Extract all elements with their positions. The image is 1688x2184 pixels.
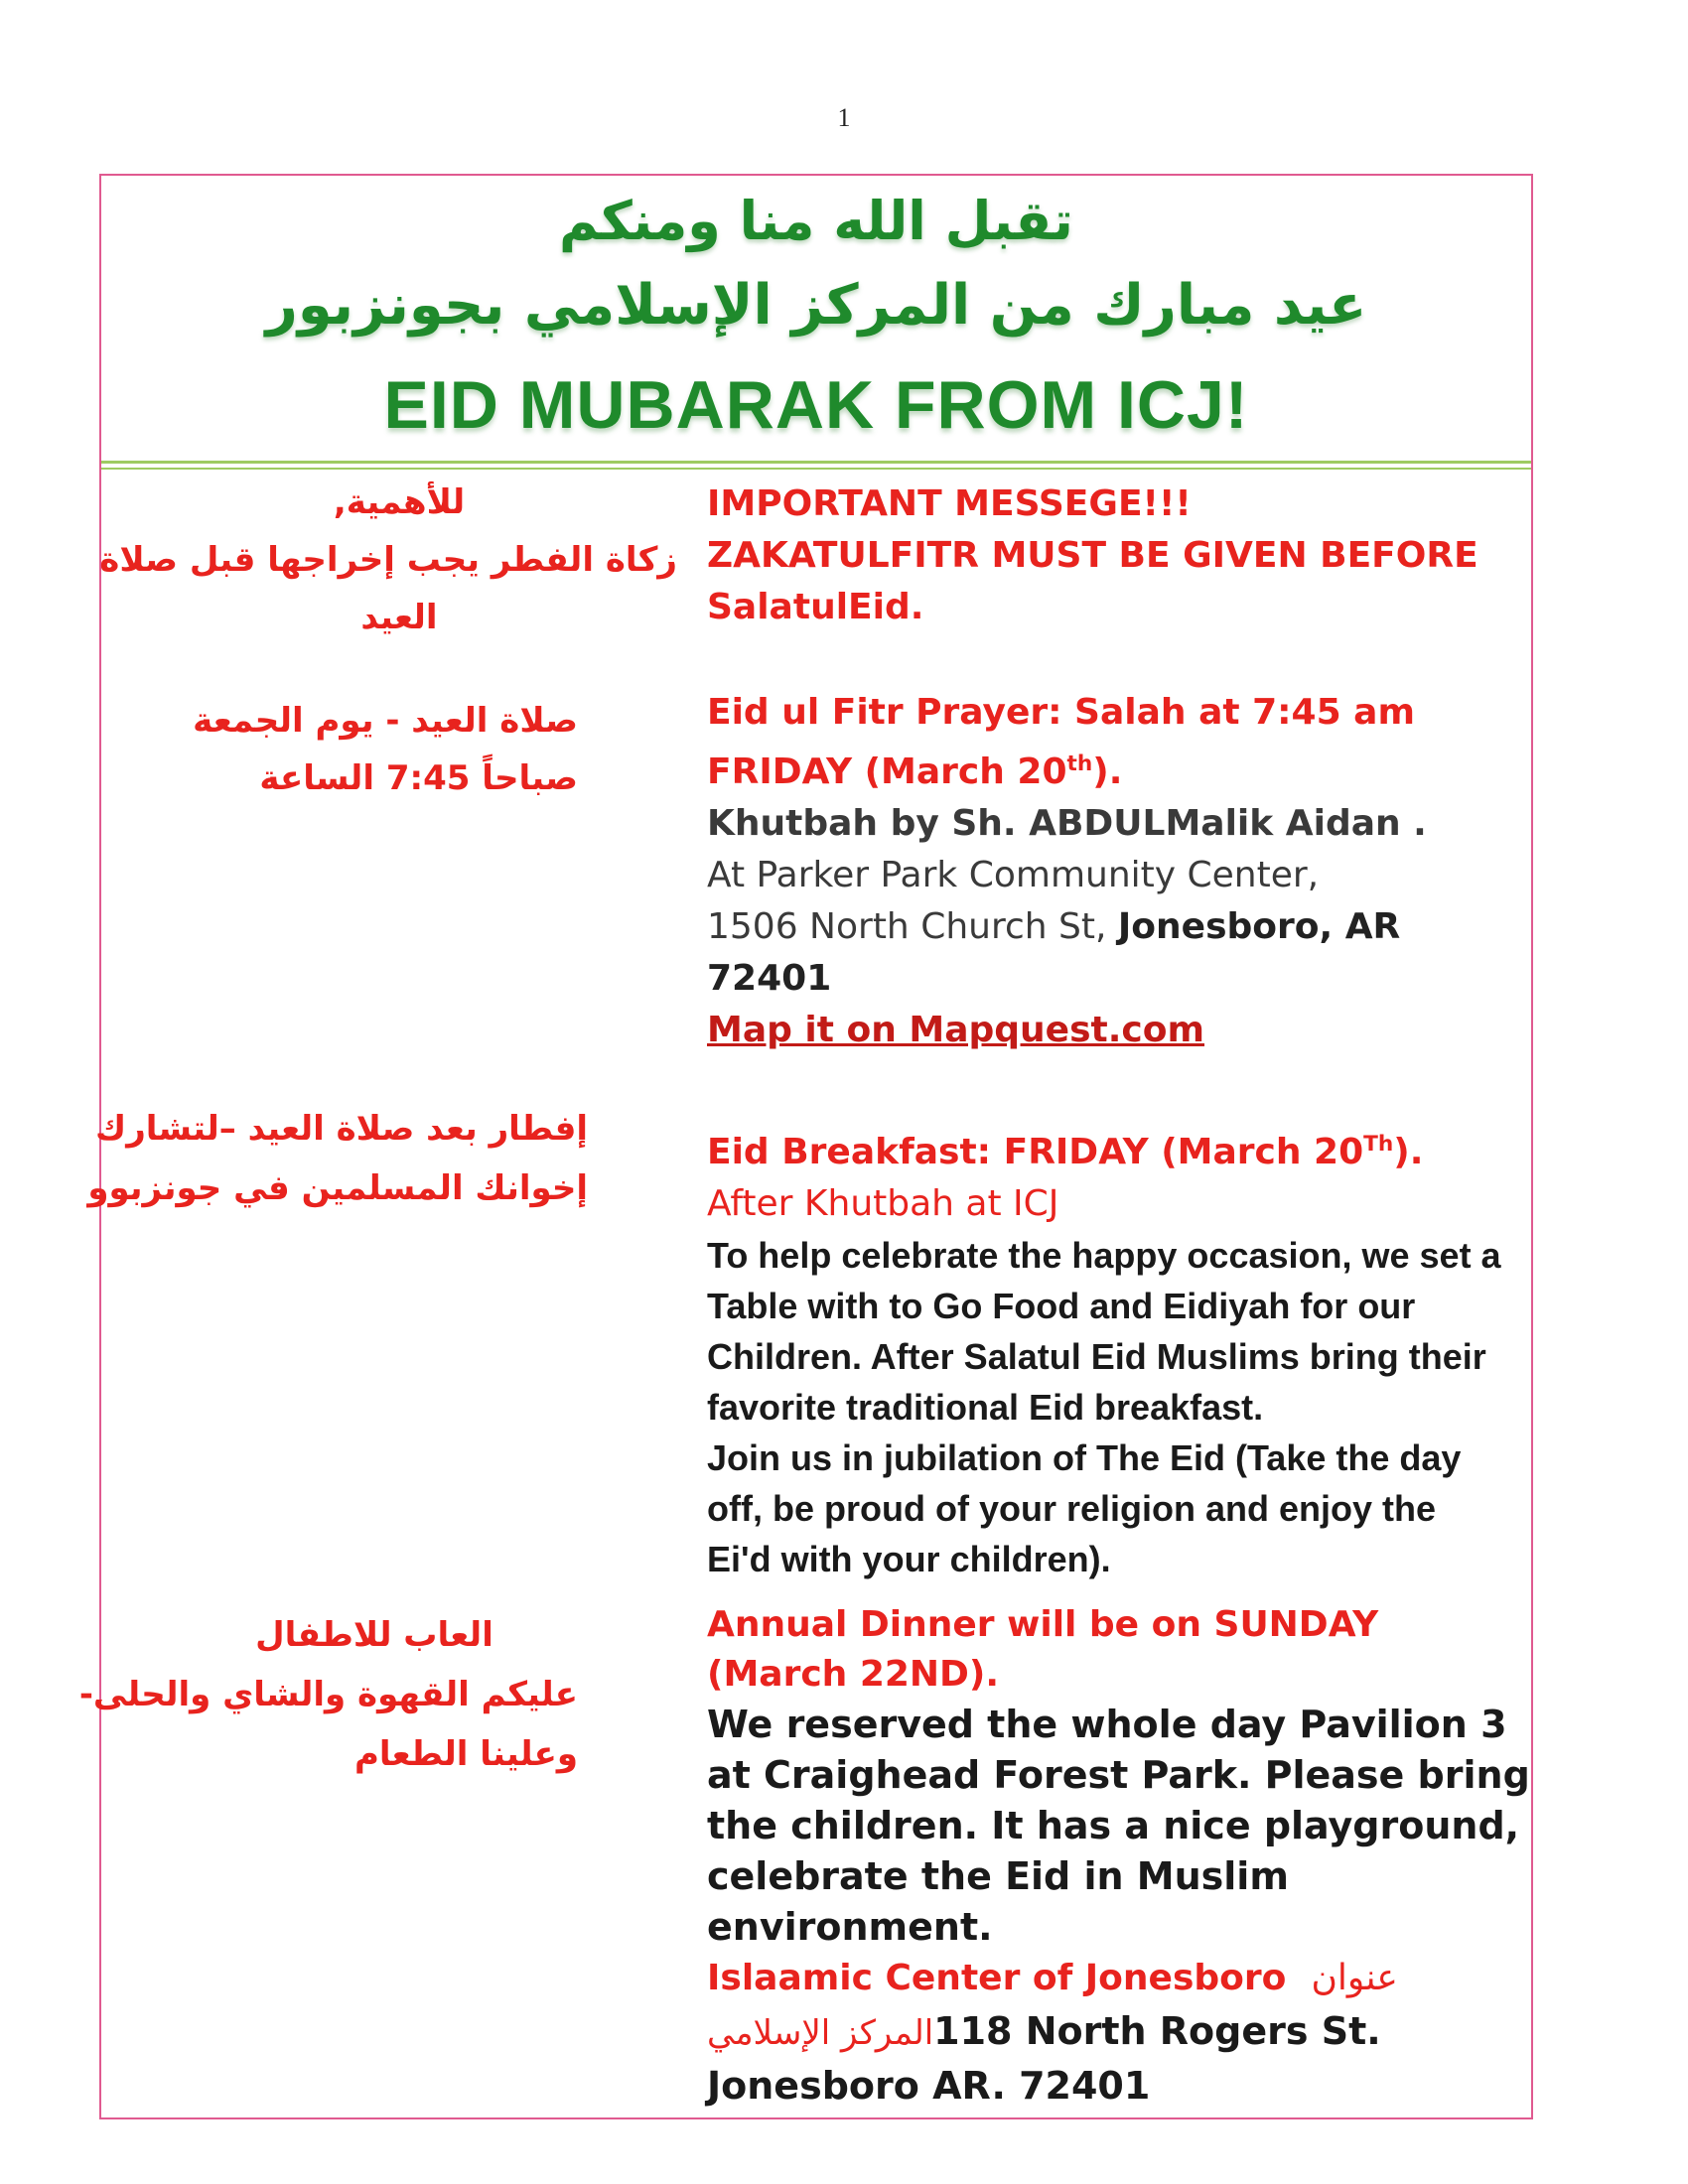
arabic-line: صلاة العيد - يوم الجمعة xyxy=(193,701,578,741)
arabic-line: إفطار بعد صلاة العيد –لتشارك xyxy=(95,1109,588,1149)
arabic-address-label: عنوان xyxy=(1311,1958,1398,1998)
body-line: To help celebrate the happy occasion, we set a xyxy=(707,1235,1501,1276)
venue-line: At Parker Park Community Center, xyxy=(707,855,1320,895)
center-name-line xyxy=(707,1953,1521,2004)
center-name: Islaamic Center of Jonesboro xyxy=(707,1958,1287,1998)
breakfast-body xyxy=(707,1230,1521,1584)
arabic-line: زكاة الفطر يجب إخراجها قبل صلاة xyxy=(99,540,677,580)
body-line: Table with to Go Food and Eidiyah for our xyxy=(707,1286,1416,1326)
center-street: 118 North Rogers St. xyxy=(933,2009,1381,2053)
body-line: off, be proud of your religion and enjoy the xyxy=(707,1488,1436,1529)
arabic-important-note xyxy=(99,474,677,646)
page-number: 1 xyxy=(837,103,851,132)
arabic-eid-mubarak: عيد مبارك من المركز الإسلامي بجونزبور xyxy=(265,273,1367,338)
zip-line: 72401 xyxy=(707,958,832,999)
address-line xyxy=(707,901,1521,953)
important-message xyxy=(707,478,1521,633)
breakfast-heading-end: ). xyxy=(1393,1132,1424,1172)
arabic-dinner-note xyxy=(78,1605,578,1784)
arabic-breakfast-note xyxy=(87,1099,588,1218)
arabic-line: إخوانك المسلمين في جونزبوو xyxy=(87,1168,588,1208)
breakfast-heading-text: Eid Breakfast: FRIDAY (March 20 xyxy=(707,1132,1364,1172)
body-line: celebrate the Eid in Muslim xyxy=(707,1854,1289,1898)
flyer-frame xyxy=(78,174,1533,2119)
prayer-date-sup: th xyxy=(1066,751,1093,776)
center-street-line xyxy=(707,2004,1521,2060)
arabic-line: وعلينا الطعام xyxy=(353,1734,578,1774)
body-line: Ei'd with your children). xyxy=(707,1539,1111,1579)
prayer-date-end: ). xyxy=(1092,751,1123,792)
arabic-line: العيد xyxy=(360,598,438,637)
dinner-date: (March 22ND). xyxy=(707,1654,1000,1695)
breakfast-heading xyxy=(707,1119,1521,1178)
english-title: EID MUBARAK FROM ICJ! xyxy=(383,367,1249,443)
zakat-line-2: SalatulEid. xyxy=(707,587,924,627)
prayer-details xyxy=(707,687,1521,1056)
breakfast-details xyxy=(707,1119,1521,1584)
body-line: the children. It has a nice playground, xyxy=(707,1804,1520,1847)
arabic-greeting: تقبل الله منا ومنكم xyxy=(559,190,1073,252)
body-line: favorite traditional Eid breakfast. xyxy=(707,1387,1264,1428)
street-text: 1506 North Church St, xyxy=(707,906,1107,947)
dinner-body xyxy=(707,1700,1530,1953)
body-line: Join us in jubilation of The Eid (Take the day xyxy=(707,1437,1462,1478)
important-heading: IMPORTANT MESSEGE!!! xyxy=(707,483,1192,524)
arabic-center-label: المركز الإسلامي xyxy=(707,2013,934,2053)
breakfast-heading-sup: Th xyxy=(1363,1132,1394,1157)
body-line: Children. After Salatul Eid Muslims bring their xyxy=(707,1336,1486,1377)
body-line: at Craighead Forest Park. Please bring xyxy=(707,1753,1530,1797)
city-text: Jonesboro, AR xyxy=(1117,906,1401,947)
arabic-line: للأهمية, xyxy=(333,482,466,522)
center-city: Jonesboro AR. 72401 xyxy=(707,2064,1151,2108)
divider-line xyxy=(101,461,1531,464)
prayer-time: Eid ul Fitr Prayer: Salah at 7:45 am xyxy=(707,692,1415,733)
body-line: environment. xyxy=(707,1905,993,1949)
header xyxy=(101,176,1531,464)
mapquest-link[interactable]: Map it on Mapquest.com xyxy=(707,1010,1204,1050)
zakat-line: ZAKATULFITR MUST BE GIVEN BEFORE xyxy=(707,535,1478,576)
dinner-details xyxy=(707,1600,1530,2112)
prayer-date-text: FRIDAY (March 20 xyxy=(707,751,1067,792)
arabic-line: عليكم القهوة والشاي والحلى- xyxy=(78,1675,578,1714)
divider-line-2 xyxy=(101,468,1531,470)
arabic-line: العاب للاطفال xyxy=(255,1615,493,1655)
khutbah-line: Khutbah by Sh. ABDULMalik Aidan . xyxy=(707,803,1427,844)
arabic-prayer-note xyxy=(121,692,578,807)
body-line: We reserved the whole day Pavilion 3 xyxy=(707,1703,1507,1746)
prayer-date xyxy=(707,739,1521,798)
dinner-heading: Annual Dinner will be on SUNDAY xyxy=(707,1604,1379,1645)
breakfast-subheading: After Khutbah at ICJ xyxy=(707,1183,1059,1224)
arabic-line: صباحاً 7:45 الساعة xyxy=(259,758,578,798)
